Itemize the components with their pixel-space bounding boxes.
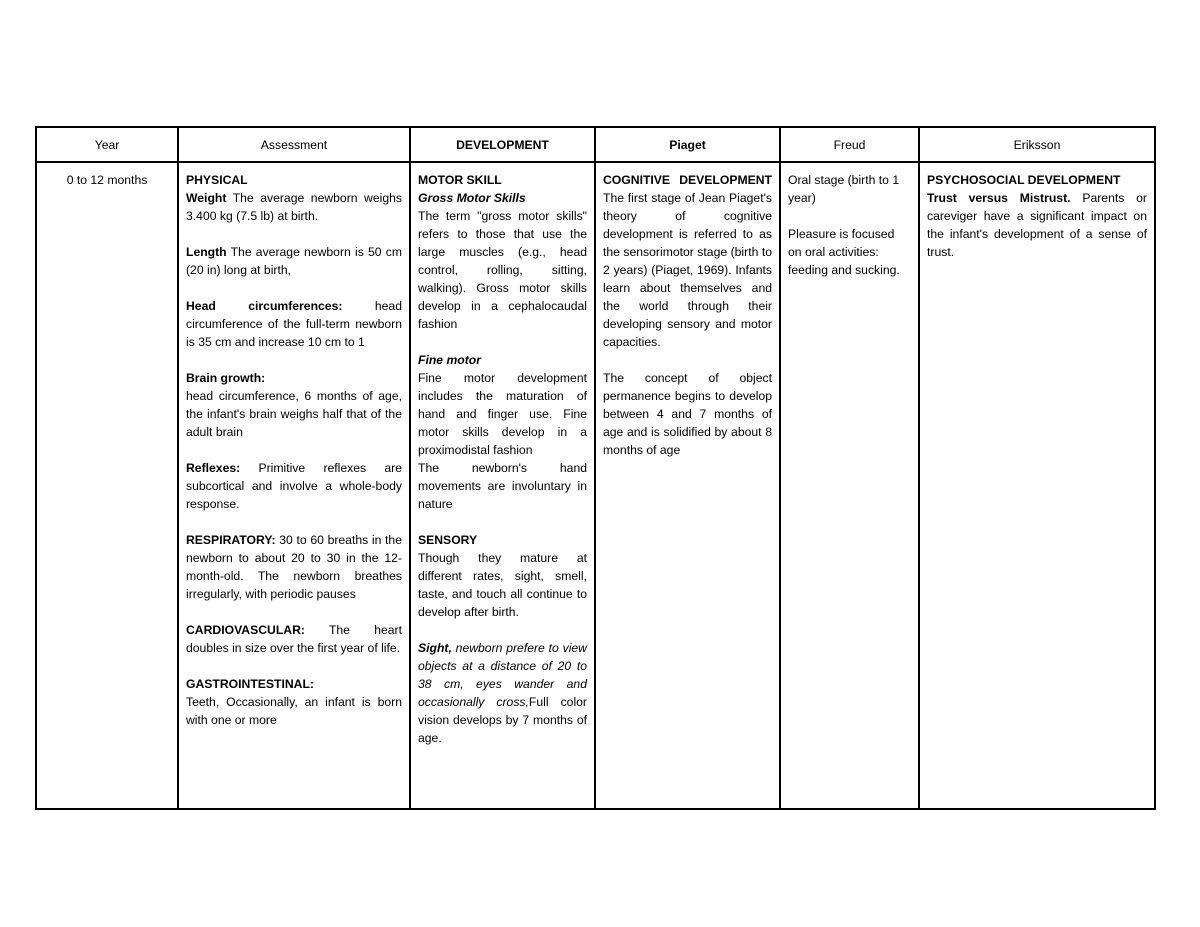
table-row: [36, 162, 1155, 809]
sensory-title: SENSORY: [418, 533, 478, 547]
cognitive-title: COGNITIVE DEVELOPMENT: [603, 173, 772, 187]
brain-text: head circumference, 6 months of age, the infant's brain weighs half that of the adult brain: [186, 389, 402, 439]
physical-title: PHYSICAL: [186, 173, 248, 187]
trust-title: Trust versus Mistrust.: [927, 191, 1071, 205]
header-piaget: Piaget: [595, 127, 780, 162]
cardio-text: The heart doubles in size over the first year of life.: [186, 623, 402, 655]
eriksson-text: Parents or careviger have a significant impact on the infant's development of a sense of trust.: [927, 191, 1147, 259]
piaget-cell: [595, 162, 780, 809]
brain-label: Brain growth:: [186, 371, 266, 385]
development-table: [35, 126, 1156, 810]
gross-title: Gross Motor Skills: [418, 191, 526, 205]
header-assessment: Assessment: [178, 127, 410, 162]
assessment-cell: [178, 162, 410, 809]
header-development: DEVELOPMENT: [410, 127, 595, 162]
freud-text-2: Pleasure is focused on oral activities: feeding and sucking.: [788, 227, 900, 277]
respiratory-text: 30 to 60 breaths in the newborn to about 20 to 30 in the 12-month-old. The newborn breathes irregularly, with periodic pauses: [186, 533, 402, 601]
header-row: [36, 127, 1155, 162]
header-freud: Freud: [780, 127, 919, 162]
fine-text: Fine motor development includes the maturation of hand and finger use. Fine motor skills develop in a proximodistal fashion: [418, 371, 587, 457]
motor-title: MOTOR SKILL: [418, 173, 502, 187]
cardio-label: CARDIOVASCULAR:: [186, 623, 305, 637]
piaget-text-1: The first stage of Jean Piaget's theory of cognitive development is referred to as the sensorimotor stage (birth to 2 years) (Piaget, 1969). Infants learn about themselves and the world through their developing sensory and motor capacities.: [603, 191, 772, 349]
header-eriksson: Eriksson: [919, 127, 1155, 162]
freud-cell: [780, 162, 919, 809]
color-text: Full color vision develops by 7 months of age.: [418, 695, 587, 745]
gi-text: Teeth, Occasionally, an infant is born with one or more: [186, 695, 402, 727]
year-value: 0 to 12 months: [66, 173, 148, 187]
fine-title: Fine motor: [418, 353, 481, 367]
reflex-text: Primitive reflexes are subcortical and involve a whole-body response.: [186, 461, 402, 511]
gi-label: GASTROINTESTINAL:: [186, 677, 314, 691]
weight-text: The average newborn weighs 3.400 kg (7.5 lb) at birth.: [186, 191, 402, 223]
sight-label: Sight,: [418, 641, 452, 655]
development-cell: [410, 162, 595, 809]
gross-text: The term "gross motor skills" refers to those that use the large muscles (e.g., head control, rolling, sitting, walking). Gross motor skills develop in a cephalocaudal fashion: [418, 209, 587, 331]
head-text: head circumference of the full-term newborn is 35 cm and increase 10 cm to 1: [186, 299, 402, 349]
length-text: The average newborn is 50 cm (20 in) long at birth,: [186, 245, 402, 277]
sight-text: newborn prefere to view objects at a distance of 20 to 38 cm, eyes wander and occasionally cross,: [418, 641, 587, 709]
psychosocial-title: PSYCHOSOCIAL DEVELOPMENT: [927, 173, 1121, 187]
head-label: Head circumferences:: [186, 299, 343, 313]
length-label: Length: [186, 245, 227, 259]
respiratory-label: RESPIRATORY:: [186, 533, 276, 547]
sensory-text: Though they mature at different rates, sight, smell, taste, and touch all continue to develop after birth.: [418, 551, 587, 619]
year-cell: [36, 162, 178, 809]
piaget-text-2: The concept of object permanence begins to develop between 4 and 7 months of age and is solidified by about 8 months of age: [603, 371, 772, 457]
hand-text: The newborn's hand movements are involuntary in nature: [418, 461, 587, 511]
reflex-label: Reflexes:: [186, 461, 241, 475]
freud-text-1: Oral stage (birth to 1 year): [788, 173, 900, 205]
eriksson-cell: [919, 162, 1155, 809]
header-year: Year: [36, 127, 178, 162]
weight-label: Weight: [186, 191, 227, 205]
